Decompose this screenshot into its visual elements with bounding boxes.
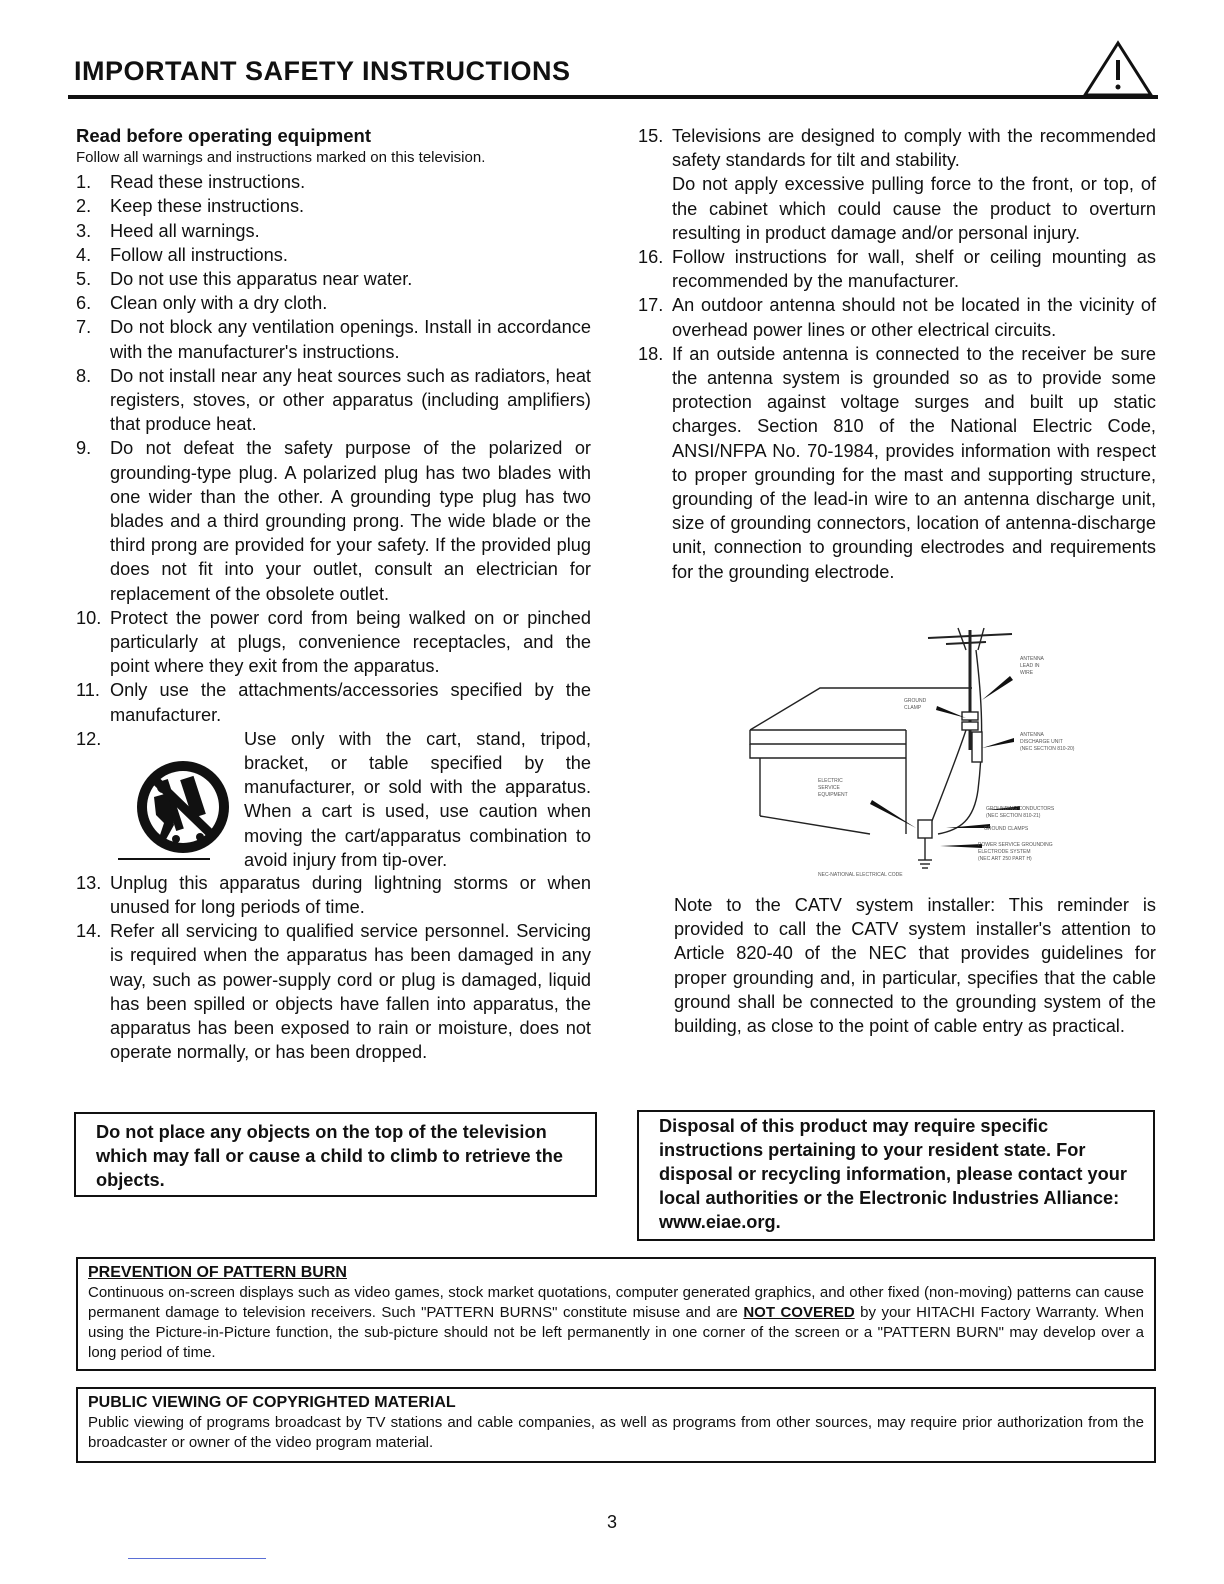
item-text: Only use the attachments/accessories specified by the manufacturer. [110, 680, 591, 725]
item-text: Do not use this apparatus near water. [110, 269, 413, 290]
pattern-burn-text-part: by your HITACHI Factory Warranty. When using the Picture-in-Picture function, the sub-picture should not be left permanently in one corner of the screen or a "PATTERN BURN" may develop over a long period of time. [88, 1304, 1144, 1361]
pattern-burn-text [88, 1283, 1144, 1363]
item-number: 12. [76, 728, 102, 749]
instruction-item [76, 364, 591, 437]
diagram-label: NEC-NATIONAL ELECTRICAL CODE [818, 872, 903, 878]
instruction-item [76, 243, 591, 267]
item-text: Protect the power cord from being walked on or pinched particularly at plugs, convenience receptacles, and the point where they exit from the apparatus. [110, 607, 591, 677]
instruction-item [76, 291, 591, 315]
instruction-item [76, 170, 591, 194]
diagram-label: ELECTRIC [818, 778, 843, 784]
item-number: 11. [76, 680, 100, 701]
copyright-heading: PUBLIC VIEWING OF COPYRIGHTED MATERIAL [88, 1394, 456, 1411]
item-text: Clean only with a dry cloth. [110, 293, 328, 314]
item-text: Do not apply excessive pulling force to the front, or top, of the cabinet which could cause the product to overturn resulting in product damage and/or personal injury. [672, 174, 1156, 243]
diagram-label: WIRE [1020, 670, 1034, 676]
warning-triangle-icon [1082, 40, 1154, 98]
top-objects-warning-box [74, 1112, 597, 1197]
right-column [638, 124, 1156, 584]
diagram-label: (NEC SECTION 810-20) [1020, 746, 1075, 752]
diagram-label: (NEC SECTION 810-21) [986, 813, 1041, 819]
item-number: 6. [76, 293, 92, 314]
item-text: Refer all servicing to qualified service personnel. Servicing is required when the apparatus has been damaged in any way, such as power-supply cord or plug is damaged, liquid has been spilled or objects have fallen into apparatus, the apparatus has been exposed to rain or moisture, does not operate normally, or has been dropped. [110, 921, 591, 1063]
item-number: 3. [76, 220, 92, 241]
copyright-panel [76, 1387, 1156, 1463]
item-text: Heed all warnings. [110, 220, 260, 241]
not-covered-emphasis: NOT COVERED [743, 1304, 855, 1321]
title-divider [68, 95, 1158, 99]
item-number: 9. [76, 438, 92, 459]
diagram-label: GROUND CLAMPS [984, 826, 1029, 832]
diagram-label: EQUIPMENT [818, 792, 848, 798]
left-column [76, 124, 591, 1065]
instruction-item-cart [76, 727, 591, 871]
item-text: Televisions are designed to comply with the recommended safety standards for tilt and stability. [672, 126, 1156, 171]
item-number: 14. [76, 921, 102, 942]
item-text: Read these instructions. [110, 172, 306, 193]
instruction-item [76, 436, 591, 605]
page-title: IMPORTANT SAFETY INSTRUCTIONS [74, 56, 571, 86]
item-number: 16. [638, 247, 664, 268]
item-text: Keep these instructions. [110, 196, 305, 217]
item-number: 5. [76, 269, 92, 290]
item-number: 7. [76, 317, 92, 338]
item-text: An outdoor antenna should not be located in the vicinity of overhead power lines or other electrical circuits. [672, 295, 1156, 340]
item-text: If an outside antenna is connected to the receiver be sure the antenna system is grounded so as to provide some protection against voltage surges and built up static charges. Section 810 of the National Electric Code, ANSI/NFPA No. 70-1984, provides information with respect to proper grounding for the mast and supporting structure, grounding of the lead-in wire to an antenna discharge unit, size of grounding connectors, location of antenna-discharge unit, connection to grounding electrodes and requirements for the grounding electrode. [672, 343, 1156, 582]
intro-text: Follow all warnings and instructions marked on this television. [76, 149, 486, 167]
diagram-label: LEAD IN [1020, 663, 1040, 669]
pattern-burn-text-part: Continuous on-screen displays such as video games, stock market quotations, computer generated graphics, and other fixed (non-moving) patterns can cause permanent damage to television receivers. Such "PATTERN BURNS" constitute misuse and are [88, 1284, 1144, 1321]
pattern-burn-heading: PREVENTION OF PATTERN BURN [88, 1264, 347, 1281]
diagram-label: (NEC ART 250 PART H) [978, 856, 1032, 862]
item-text: Do not install near any heat sources such as radiators, heat registers, stoves, or other apparatus (including amplifiers) that produce heat. [110, 365, 591, 435]
diagram-label: GROUND [904, 698, 927, 704]
instruction-item [76, 678, 591, 726]
item-number: 4. [76, 244, 92, 265]
disposal-notice-box [637, 1110, 1155, 1241]
instruction-item [638, 342, 1156, 584]
instruction-item [76, 194, 591, 218]
instruction-item [638, 245, 1156, 293]
diagram-label: POWER SERVICE GROUNDING [978, 842, 1053, 848]
item-number: 2. [76, 196, 92, 217]
diagram-label: ANTENNA [1020, 732, 1044, 738]
item-number: 10. [76, 607, 102, 628]
diagram-label: GROUNDING CONDUCTORS [986, 806, 1055, 812]
item-number: 18. [638, 343, 664, 364]
diagram-label: ELECTRODE SYSTEM [978, 849, 1031, 855]
item-number: 1. [76, 172, 92, 193]
instruction-item [76, 919, 591, 1064]
item-text: Do not defeat the safety purpose of the polarized or grounding-type plug. A polarized plug has two blades with one wider than the other. A grounding type plug has two blades and a third grounding prong. The wide blade or the third prong are provided for your safety. If the provided plug does not fit into your outlet, consult an electrician for replacement of the obsolete outlet. [110, 438, 591, 604]
disposal-text: Disposal of this product may require specific instructions pertaining to your resident state. For disposal or recycling information, please contact your local authorities or the Electronic Industries Alliance: www.eiae.org. [659, 1116, 1127, 1232]
item-number: 17. [638, 295, 664, 316]
diagram-label: DISCHARGE UNIT [1020, 739, 1063, 745]
section-heading: Read before operating equipment [76, 125, 372, 146]
instruction-item [76, 315, 591, 363]
item-number: 15. [638, 126, 664, 146]
instruction-item [76, 871, 591, 919]
copyright-text: Public viewing of programs broadcast by TV stations and cable companies, as well as programs from other sources, may require prior authorization from the broadcaster or owner of the video program material. [88, 1414, 1144, 1451]
diagram-label: CLAMP [904, 705, 922, 711]
antenna-grounding-diagram [720, 620, 1100, 882]
cart-tip-over-warning-icon [116, 757, 246, 869]
pattern-burn-panel [76, 1257, 1156, 1371]
item-text: Use only with the cart, stand, tripod, bracket, or table specified by the manufacturer, or sold with the apparatus. When a cart is used, use caution when moving the cart/apparatus combination to avoid injury from tip-over. [244, 728, 591, 870]
item-text: Unplug this apparatus during lightning storms or when unused for long periods of time. [110, 872, 591, 918]
footnote-divider [128, 1558, 266, 1559]
instruction-item [76, 606, 591, 679]
item-text: Follow all instructions. [110, 244, 288, 265]
diagram-label: SERVICE [818, 785, 840, 791]
instruction-item-continued [638, 172, 1156, 245]
instruction-item [76, 267, 591, 291]
warning-text: Do not place any objects on the top of the television which may fall or cause a child to climb to retrieve the objects. [96, 1122, 563, 1190]
instruction-item [638, 293, 1156, 341]
item-text: Do not block any ventilation openings. Install in accordance with the manufacturer's instructions. [110, 317, 591, 362]
page-number: 3 [606, 1512, 617, 1532]
item-number: 8. [76, 365, 92, 386]
diagram-label: ANTENNA [1020, 656, 1044, 662]
instruction-item [638, 124, 1156, 172]
catv-installer-note: Note to the CATV system installer: This reminder is provided to call the CATV system installer's attention to Article 820-40 of the NEC that provides guidelines for proper grounding and, in particular, specifies that the cable ground shall be connected to the grounding system of the building, as close to the point of cable entry as practical. [674, 895, 1156, 1037]
item-number: 13. [76, 872, 102, 893]
instruction-item [76, 219, 591, 243]
item-text: Follow instructions for wall, shelf or ceiling mounting as recommended by the manufacturer. [672, 247, 1156, 292]
